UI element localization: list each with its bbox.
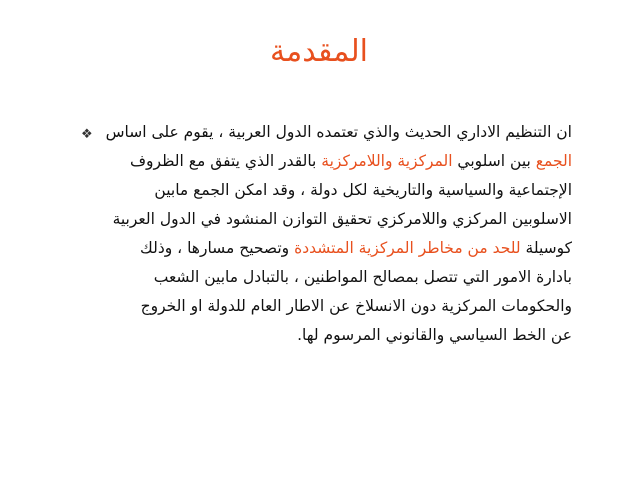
body-text: بالقدر الذي يتفق مع الظروف bbox=[129, 152, 322, 170]
body-text: وتصحيح مسارها ، وذلك bbox=[140, 239, 295, 257]
highlighted-text: الجمع bbox=[535, 152, 572, 170]
paragraph-line bbox=[62, 205, 572, 234]
paragraph-line bbox=[62, 292, 572, 321]
body-text: عن الخط السياسي والقانوني المرسوم لها. bbox=[297, 326, 572, 344]
body-text: بين اسلوبي bbox=[452, 152, 536, 170]
paragraph-line bbox=[62, 263, 572, 292]
paragraph-line bbox=[62, 176, 572, 205]
body-text: كوسيلة bbox=[520, 239, 572, 257]
highlighted-text: المركزية واللامركزية bbox=[321, 152, 453, 170]
paragraph-line bbox=[62, 118, 572, 147]
body-text: والحكومات المركزية دون الانسلاخ عن الاطار العام للدولة او الخروج bbox=[140, 297, 572, 315]
paragraph-line bbox=[62, 147, 572, 176]
body-text: الإجتماعية والسياسية والتاريخية لكل دولة ، وقد امكن الجمع مابين bbox=[154, 181, 572, 199]
paragraph-line bbox=[62, 234, 572, 263]
slide-title: المقدمة bbox=[270, 34, 368, 69]
body-text: ان التنظيم الاداري الحديث والذي تعتمده الدول العربية ، يقوم على اساس bbox=[105, 123, 572, 141]
bullet-diamond-icon: ❖ bbox=[81, 127, 93, 142]
slide-body-paragraph bbox=[62, 118, 572, 350]
body-text: بادارة الامور التي تتصل بمصالح المواطنين ، بالتبادل مابين الشعب bbox=[153, 268, 572, 286]
highlighted-text: للحد من مخاطر المركزية المتشددة bbox=[294, 239, 521, 257]
paragraph-line bbox=[62, 321, 572, 350]
body-text: الاسلوبين المركزي واللامركزي تحقيق التوازن المنشود في الدول العربية bbox=[112, 210, 572, 228]
